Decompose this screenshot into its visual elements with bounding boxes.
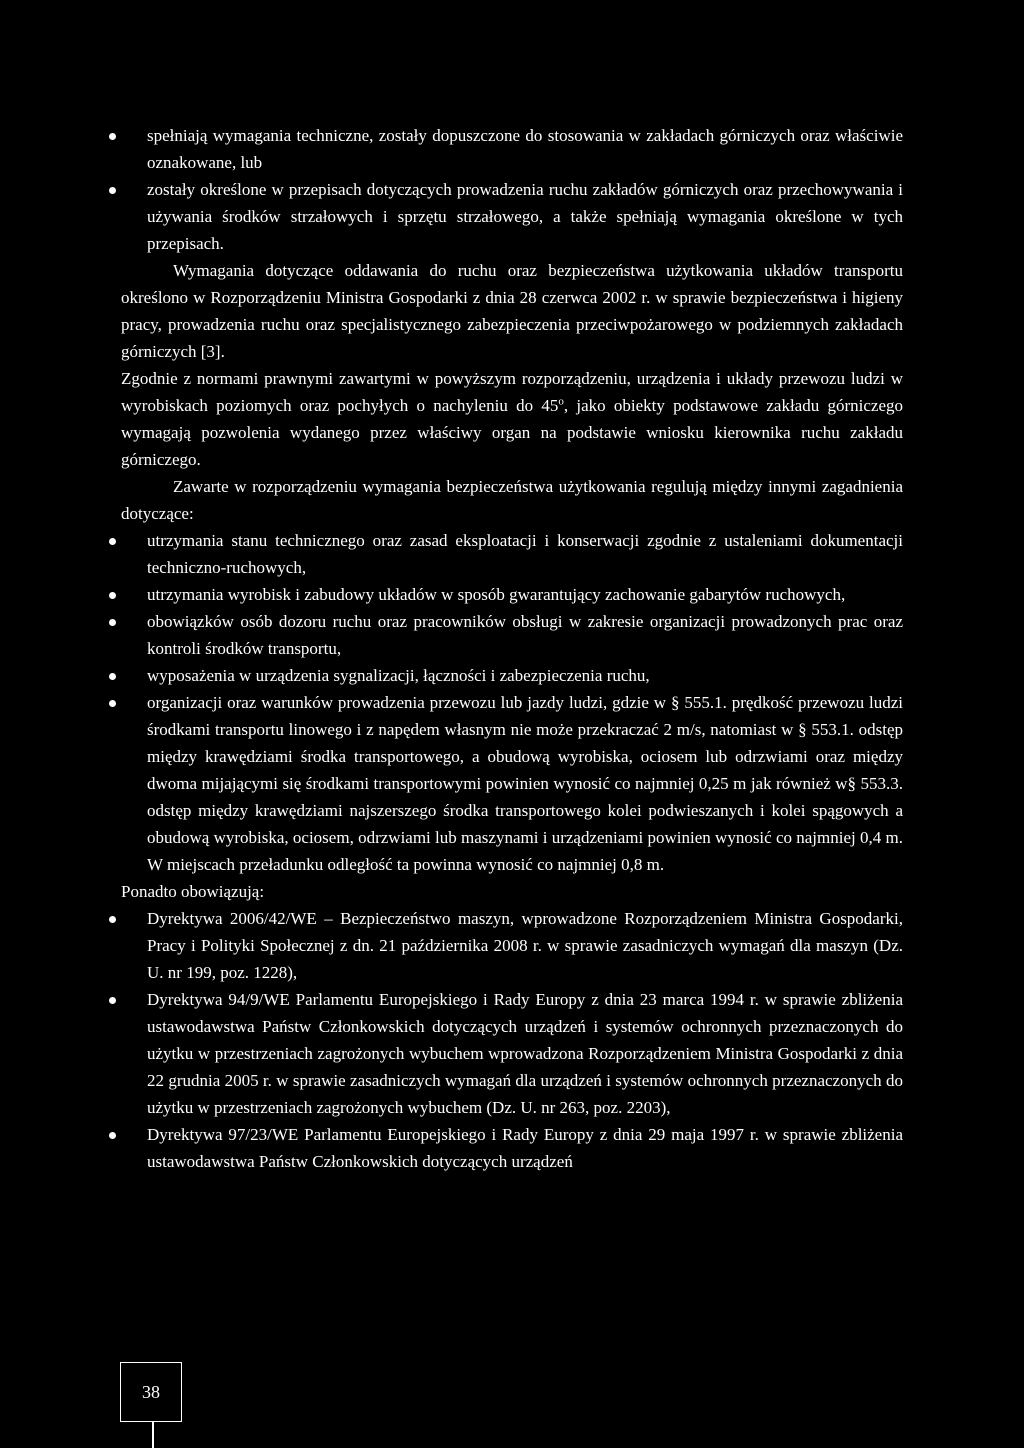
paragraph-requirements: Wymagania dotyczące oddawania do ruchu oraz bezpieczeństwa użytkowania układów transportu określono w Rozporządzeniu Ministra Gospodarki z dnia 28 czerwca 2002 r. w sprawie bezpieczeństwa i higieny pracy, prowadzenia ruchu oraz specjalistycznego zabezpieczenia przeciwpożarowego w podziemnych zakładach górniczych [3]. [121,261,903,361]
page-number-line [152,1422,154,1448]
list-item-text: zostały określone w przepisach dotyczących prowadzenia ruchu zakładów górniczych oraz przechowywania i używania środków strzałowych i sprzętu strzałowego, a także spełniają wymagania określone w tych przepisach. [147,180,903,253]
bullet-icon [109,619,116,626]
list-item-text: Dyrektywa 2006/42/WE – Bezpieczeństwo maszyn, wprowadzone Rozporządzeniem Ministra Gospodarki, Pracy i Polityki Społecznej z dn. 21 października 2008 r. w sprawie zasadniczych wymagań dla maszyn (Dz. U. nr 199, poz. 1228), [147,909,903,982]
list-item [121,1121,903,1175]
paragraph-regulation: Zawarte w rozporządzeniu wymagania bezpieczeństwa użytkowania regulują między innymi zagadnienia dotyczące: [121,477,903,523]
bullet-icon [109,673,116,680]
list-item-text: spełniają wymagania techniczne, zostały dopuszczone do stosowania w zakładach górniczych oraz właściwie oznakowane, lub [147,126,903,172]
list-item-text: utrzymania stanu technicznego oraz zasad eksploatacji i konserwacji zgodnie z ustaleniami dokumentacji techniczno-ruchowych, [147,531,903,577]
list-item-text: utrzymania wyrobisk i zabudowy układów w sposób gwarantujący zachowanie gabarytów ruchowych, [147,585,846,604]
list-item [121,905,903,986]
list-item-text: Dyrektywa 97/23/WE Parlamentu Europejskiego i Rady Europy z dnia 29 maja 1997 r. w sprawie zbliżenia ustawodawstwa Państw Członkowskich dotyczących urządzeń [147,1125,903,1171]
list-item-text: Dyrektywa 94/9/WE Parlamentu Europejskiego i Rady Europy z dnia 23 marca 1994 r. w sprawie zbliżenia ustawodawstwa Państw Członkowskich dotyczących urządzeń i systemów ochronnych przeznaczonych do użytku w przestrzeniach zagrożonych wybuchem wprowadzona Rozporządzeniem Ministra Gospodarki z dnia 22 grudnia 2005 r. w sprawie zasadniczych wymagań dla urządzeń i systemów ochronnych przeznaczonych do użytku w przestrzeniach zagrożonych wybuchem (Dz. U. nr 263, poz. 2203), [147,990,903,1117]
list-item-text: obowiązków osób dozoru ruchu oraz pracowników obsługi w zakresie organizacji prowadzonych prac oraz kontroli środków transportu, [147,612,903,658]
list-item [121,689,903,878]
paragraph-moreover: Ponadto obowiązują: [121,882,265,901]
bullet-icon [109,1132,116,1139]
list-item [121,608,903,662]
bullet-icon [109,538,116,545]
list-item-text: organizacji oraz warunków prowadzenia przewozu lub jazdy ludzi, gdzie w § 555.1. prędkość przewozu ludzi środkami transportu linowego i z napędem własnym nie może przekraczać 2 m/s, natomiast w § 553.1. odstęp między krawędziami środka transportowego, a obudową wyrobiska, ociosem lub odrzwiami oraz między dwoma mijającymi się środkami transportowymi powinien wynosić co najmniej 0,25 m jak również w§ 553.3. odstęp między krawędziami najszerszego środka transportowego kolei podwieszanych i kolei spągowych a obudową wyrobiska, ociosem, odrzwiami lub maszynami i urządzeniami powinien wynosić co najmniej 0,4 m. W miejscach przeładunku odległość ta powinna wynosić co najmniej 0,8 m. [147,693,903,874]
list-item [121,986,903,1121]
list-item [121,662,903,689]
document-body [121,122,903,1175]
paragraph-norms [121,365,903,473]
bullet-icon [109,997,116,1004]
list-item [121,176,903,257]
list-item [121,122,903,176]
list-item-text: wyposażenia w urządzenia sygnalizacji, łączności i zabezpieczenia ruchu, [147,666,650,685]
bullet-icon [109,916,116,923]
bullet-icon [109,133,116,140]
page-number-box [120,1362,182,1422]
bullet-icon [109,592,116,599]
paragraph-norms-text-end: , jako obiekty podstawowe zakładu górniczego wymagają pozwolenia wydanego przez właściwy organ na podstawie wniosku kierownika ruchu zakładu górniczego. [121,396,903,469]
list-item [121,527,903,581]
bullet-icon [109,700,116,707]
bullet-icon [109,187,116,194]
page-number: 38 [142,1381,160,1402]
degree-superscript: o [558,395,564,408]
list-item [121,581,903,608]
paragraph-norms-text: Zgodnie z normami prawnymi zawartymi w powyższym rozporządzeniu, urządzenia i układy przewozu ludzi w wyrobiskach poziomych oraz pochyłych o nachyleniu do 45 [121,369,903,415]
